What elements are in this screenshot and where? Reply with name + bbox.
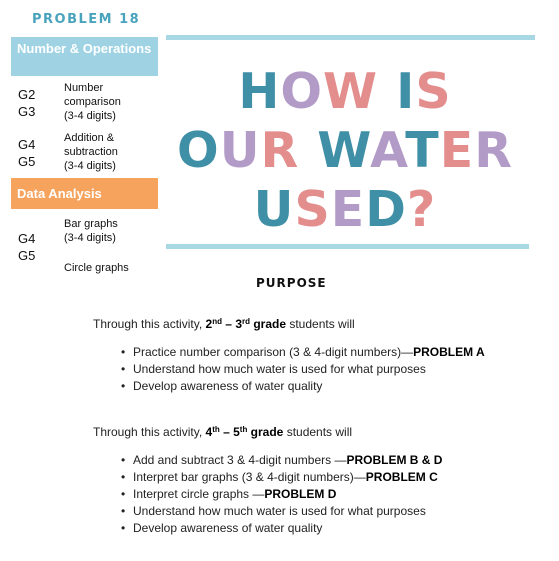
bullet-list-grades-4-5 bbox=[121, 452, 442, 537]
grade-labels-data-analysis bbox=[18, 230, 35, 264]
problem-ref: PROBLEM A bbox=[413, 345, 485, 359]
list-item bbox=[121, 503, 442, 520]
intro-text: students will bbox=[283, 425, 353, 439]
bullet-text: Develop awareness of water quality bbox=[133, 379, 323, 393]
title-letter: S bbox=[415, 63, 452, 120]
skill-number-comparison bbox=[64, 81, 121, 123]
page-title bbox=[170, 62, 520, 239]
skill-addition-subtraction bbox=[64, 131, 118, 173]
list-item bbox=[121, 452, 442, 469]
bullet-text: Practice number comparison (3 & 4-digit numbers)— bbox=[133, 345, 414, 359]
title-line bbox=[170, 62, 520, 121]
grade-number: 5 bbox=[233, 425, 240, 439]
title-letter: D bbox=[365, 181, 407, 238]
list-item bbox=[121, 361, 485, 378]
title-line bbox=[170, 180, 520, 239]
list-item bbox=[121, 520, 442, 537]
section-header-number-operations: Number & Operations bbox=[11, 37, 158, 76]
skill-bar-graphs bbox=[64, 217, 118, 245]
purpose-heading: PURPOSE bbox=[256, 276, 327, 290]
title-letter: E bbox=[330, 181, 366, 238]
problem-ref: PROBLEM C bbox=[365, 470, 438, 484]
title-letter: O bbox=[177, 122, 220, 179]
bullet-text: Understand how much water is used for what purposes bbox=[133, 362, 426, 376]
grade-number: 4 bbox=[205, 425, 213, 439]
intro-grades-2-3 bbox=[93, 317, 355, 331]
skill-line: Bar graphs bbox=[64, 218, 118, 230]
title-letter: U bbox=[253, 181, 295, 238]
title-letter: ? bbox=[406, 181, 437, 238]
title-letter: W bbox=[317, 122, 371, 179]
title-letter: T bbox=[405, 122, 440, 179]
grade-label: G3 bbox=[18, 104, 36, 119]
bullet-list-grades-2-3 bbox=[121, 344, 485, 395]
title-line bbox=[170, 121, 520, 180]
skill-line: comparison bbox=[64, 96, 121, 108]
grade-label: G5 bbox=[18, 248, 36, 263]
grade-word: grade bbox=[247, 425, 284, 439]
title-letter: H bbox=[238, 63, 281, 120]
grade-label: G4 bbox=[18, 137, 36, 152]
grade-label: G5 bbox=[18, 154, 36, 169]
skill-line: Number bbox=[64, 82, 104, 94]
problem-ref: PROBLEM B & D bbox=[346, 453, 443, 467]
dash: – bbox=[221, 317, 236, 331]
grade-label: G2 bbox=[18, 87, 36, 102]
intro-grades-4-5 bbox=[93, 425, 352, 439]
list-item bbox=[121, 486, 442, 503]
title-letter: W bbox=[323, 63, 379, 120]
section-header-data-analysis: Data Analysis bbox=[11, 178, 158, 209]
intro-text: Through this activity, bbox=[93, 317, 206, 331]
title-letter: O bbox=[280, 63, 323, 120]
grade-word: grade bbox=[250, 317, 287, 331]
problem-label: PROBLEM 18 bbox=[32, 12, 141, 27]
title-rule-bottom bbox=[166, 244, 529, 249]
grade-label: G4 bbox=[18, 231, 36, 246]
skill-line: (3-4 digits) bbox=[64, 160, 116, 172]
ordinal-suffix: th bbox=[212, 425, 220, 434]
skill-line: Addition & bbox=[64, 132, 115, 144]
title-letter bbox=[378, 63, 396, 120]
grade-labels-g2-g3 bbox=[18, 86, 35, 120]
ordinal-suffix: th bbox=[239, 425, 248, 434]
skill-line: (3-4 digits) bbox=[64, 110, 116, 122]
title-letter: U bbox=[219, 122, 261, 179]
grade-number: 3 bbox=[235, 317, 242, 331]
ordinal-suffix: rd bbox=[242, 317, 250, 326]
title-letter: S bbox=[294, 181, 331, 238]
problem-ref: PROBLEM D bbox=[264, 487, 337, 501]
title-rule-top bbox=[166, 35, 535, 40]
title-letter: R bbox=[260, 122, 300, 179]
ordinal-suffix: nd bbox=[212, 317, 222, 326]
title-letter bbox=[299, 122, 317, 179]
list-item bbox=[121, 378, 485, 395]
grade-number: 2 bbox=[205, 317, 213, 331]
skill-line: Circle graphs bbox=[64, 262, 129, 274]
skill-line: (3-4 digits) bbox=[64, 232, 116, 244]
intro-text: students will bbox=[286, 317, 355, 331]
bullet-text: Interpret circle graphs — bbox=[133, 487, 265, 501]
dash: – bbox=[219, 425, 234, 439]
skill-line: subtraction bbox=[64, 146, 118, 158]
bullet-text: Develop awareness of water quality bbox=[133, 521, 323, 535]
title-letter: E bbox=[439, 122, 475, 179]
title-letter: A bbox=[370, 122, 406, 179]
title-letter: I bbox=[396, 63, 416, 120]
grade-labels-g4-g5 bbox=[18, 136, 35, 170]
list-item bbox=[121, 344, 485, 361]
bullet-text: Understand how much water is used for what purposes bbox=[133, 504, 426, 518]
title-letter: R bbox=[474, 122, 513, 179]
bullet-text: Interpret bar graphs (3 & 4-digit numbers)— bbox=[133, 470, 366, 484]
list-item bbox=[121, 469, 442, 486]
bullet-text: Add and subtract 3 & 4-digit numbers — bbox=[133, 453, 347, 467]
intro-text: Through this activity, bbox=[93, 425, 206, 439]
skill-circle-graphs bbox=[64, 261, 129, 275]
